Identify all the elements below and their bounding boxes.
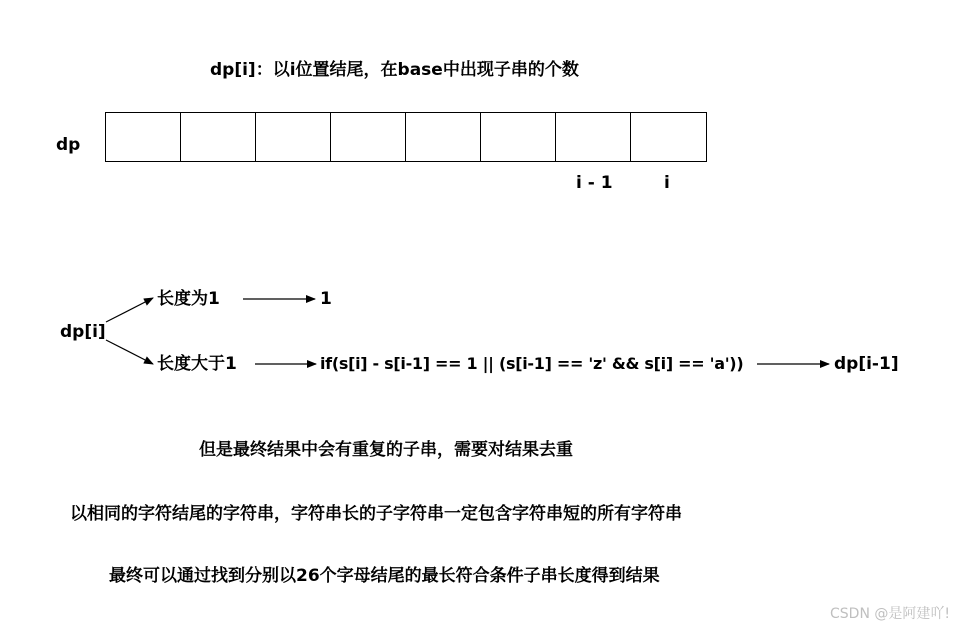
branch-lengt1-result: dp[i-1]	[834, 354, 899, 374]
watermark: CSDN @是阿建吖!	[830, 606, 950, 622]
note-result: 最终可以通过找到分别以26个字母结尾的最长符合条件子串长度得到结果	[109, 566, 660, 586]
branch-lengt1-condition: if(s[i] - s[i-1] == 1 || (s[i-1] == 'z' && s[i] == 'a'))	[320, 354, 744, 373]
branch-len1-result: 1	[320, 289, 332, 309]
note-dedup: 但是最终结果中会有重复的子串，需要对结果去重	[199, 440, 573, 460]
index-label-cur: i	[664, 173, 670, 193]
array-label: dp	[56, 135, 81, 155]
diagram-title: dp[i]：以i位置结尾，在base中出现子串的个数	[210, 60, 579, 80]
arrow-root-to-lengt1	[106, 340, 153, 364]
index-label-prev: i - 1	[576, 173, 613, 193]
arrow-root-to-len1	[106, 298, 153, 322]
tree-root: dp[i]	[60, 322, 106, 342]
branch-len1-label: 长度为1	[157, 289, 220, 309]
branch-lengt1-label: 长度大于1	[157, 354, 237, 374]
note-substring: 以相同的字符结尾的字符串，字符串长的子字符串一定包含字符串短的所有字符串	[70, 504, 682, 524]
